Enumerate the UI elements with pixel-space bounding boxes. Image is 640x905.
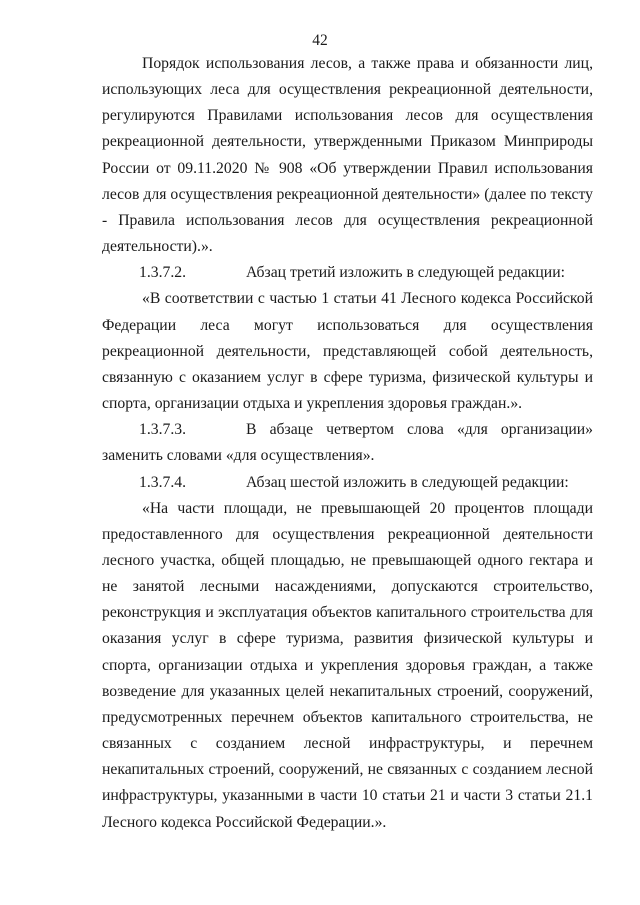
item-text: Абзац шестой изложить в следующей редакции:	[246, 473, 569, 491]
item-number: 1.3.7.2.	[139, 264, 187, 282]
paragraph-forest-use-rules: Порядок использования лесов, а также права и обязанности лиц, использующих леса для осуществления рекреационной деятельности, регулируются Правилами использования лесов для осуществления рекреационной деятельности, утвержденными Приказом Минприроды России от 09.11.2020 № 908 «Об утверждении Правил использования лесов для осуществления рекреационной деятельности» (далее по тексту - Правила использования лесов для осуществления рекреационной деятельности).».	[102, 55, 593, 256]
document-body	[102, 51, 593, 836]
item-text: В абзаце четвертом слова «для организации» заменить словами «для осуществления».	[102, 421, 593, 465]
item-text: Абзац третий изложить в следующей редакции:	[246, 264, 565, 282]
page-number: 42	[312, 32, 328, 49]
paragraph-area-construction-quote: «На части площади, не превышающей 20 процентов площади предоставленного для осуществления рекреационной деятельности лесного участка, общей площадью, не превышающей одного гектара и не занятой лесными насаждениями, допускаются строительство, реконструкция и эксплуатация объектов капитального строительства для оказания услуг в сфере туризма, развития физической культуры и спорта, организации отдыха и укрепления здоровья граждан, а также возведение для указанных целей некапитальных строений, сооружений, предусмотренных перечнем объектов капитального строительства, не связанных с созданием лесной инфраструктуры, и перечнем некапитальных строений, сооружений, не связанных с созданием лесной инфраструктуры, указанными в части 10 статьи 21 и части 3 статьи 21.1 Лесного кодекса Российской Федерации.».	[102, 499, 593, 831]
item-number: 1.3.7.4.	[139, 473, 187, 491]
item-1-3-7-2	[102, 260, 593, 286]
paragraph-article-41-quote: «В соответствии с частью 1 статьи 41 Лесного кодекса Российской Федерации леса могут использоваться для осуществления рекреационной деятельности, представляющей собой деятельность, связанную с оказанием услуг в сфере туризма, физической культуры и спорта, организации отдыха и укрепления здоровья граждан.».	[102, 290, 593, 413]
item-1-3-7-3	[102, 417, 593, 469]
item-number: 1.3.7.3.	[139, 421, 187, 439]
item-1-3-7-4	[102, 470, 593, 496]
